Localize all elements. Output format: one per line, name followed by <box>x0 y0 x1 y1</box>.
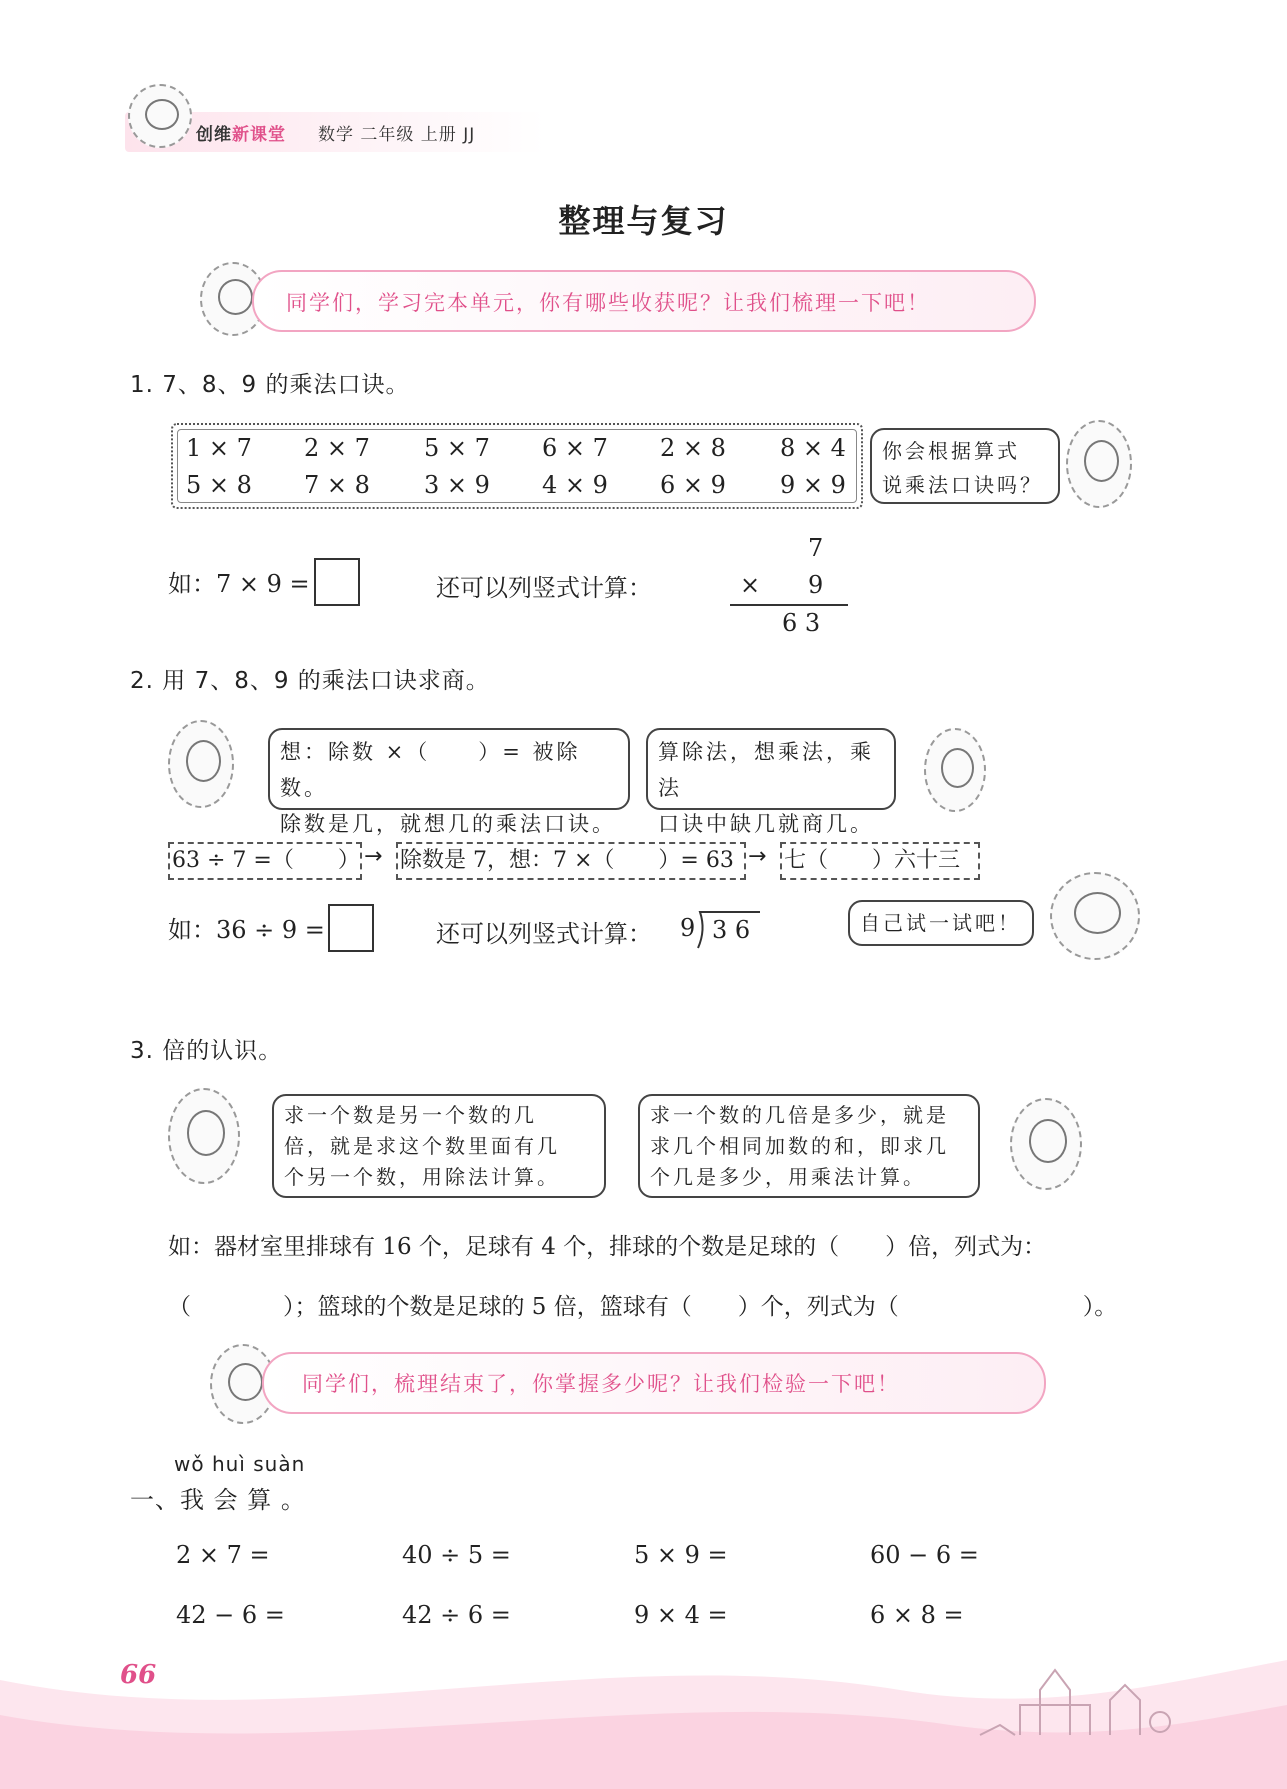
practice-problem: 42 − 6 = <box>176 1601 285 1629</box>
times-example-line2: （ ）；篮球的个数是足球的 5 倍，篮球有（ ）个，列式为（ ）。 <box>168 1294 1118 1320</box>
bubble-line: 求一个数的几倍是多少，就是 <box>650 1103 949 1127</box>
bubble-line: 求几个相同加数的和，即求几 <box>650 1134 949 1158</box>
practice-problem: 60 − 6 = <box>870 1541 979 1569</box>
division-calc-label: 还可以列竖式计算： <box>436 920 652 948</box>
vertical-calc-label: 还可以列竖式计算： <box>436 574 652 602</box>
chain-step-3: 七（ ）六十三 <box>780 842 980 880</box>
multiplication-expression: 7 × 8 <box>304 471 370 499</box>
practice-problem: 6 × 8 = <box>870 1601 964 1629</box>
top-banner-text: 同学们，学习完本单元，你有哪些收获呢？让我们梳理一下吧！ <box>286 291 930 315</box>
rabbit-illustration <box>168 720 234 808</box>
answer-box-7x9[interactable] <box>314 558 360 606</box>
speech-bubble-division-tip <box>646 728 896 836</box>
bubble-line: 算除法，想乘法，乘法 <box>658 740 874 800</box>
speech-bubble-try-it <box>848 900 1034 946</box>
section3-heading: 3. 倍的认识。 <box>130 1038 283 1064</box>
multiplication-box <box>171 423 863 509</box>
multiplication-expression: 8 × 4 <box>780 434 846 462</box>
multiplication-expression: 6 × 7 <box>542 434 608 462</box>
multiplication-expression: 2 × 8 <box>660 434 726 462</box>
arrow-right-icon: → <box>748 844 767 869</box>
book-subtitle: 数学 二年级 上册 JJ <box>318 125 476 145</box>
multiplication-expression: 1 × 7 <box>186 434 252 462</box>
multiplication-expression: 5 × 8 <box>186 471 252 499</box>
speech-bubble-times-division <box>272 1094 606 1198</box>
practice-problem: 5 × 9 = <box>634 1541 728 1569</box>
chain-step-2: 除数是 7，想：7 ×（ ）= 63 <box>396 842 746 880</box>
bubble-line: 个另一个数，用除法计算。 <box>284 1165 560 1189</box>
division-dividend: 3 6 <box>712 916 751 944</box>
brand-name: 创维新课堂 <box>196 125 286 145</box>
section2-heading: 2. 用 7、8、9 的乘法口诀求商。 <box>130 668 490 694</box>
frog-illustration <box>924 728 986 812</box>
speech-bubble-oral-formula <box>870 428 1060 504</box>
bubble-line: 除数是几，就想几的乘法口诀。 <box>280 812 616 836</box>
division-divisor: 9 <box>680 914 696 942</box>
bubble-line: 个几是多少，用乘法计算。 <box>650 1165 926 1189</box>
practice-pinyin: wǒ huì suàn <box>174 1452 306 1476</box>
speech-bubble-think-divisor <box>268 728 630 836</box>
practice-problem: 9 × 4 = <box>634 1601 728 1629</box>
bubble-line: 自己试一试吧！ <box>860 911 1021 935</box>
vertical-line <box>730 604 848 606</box>
boy-illustration <box>1010 1098 1082 1190</box>
answer-box-36div9[interactable] <box>328 904 374 952</box>
page-number: 66 <box>120 1660 157 1690</box>
bubble-line: 倍，就是求这个数里面有几 <box>284 1134 560 1158</box>
bottom-banner-text: 同学们，梳理结束了，你掌握多少呢？让我们检验一下吧！ <box>302 1372 900 1396</box>
girl-illustration <box>1066 420 1132 508</box>
example-7x9: 如：7 × 9 = <box>168 570 310 598</box>
vertical-mid: 9 <box>808 571 824 599</box>
multiplication-expression: 3 × 9 <box>424 471 490 499</box>
bubble-line: 说乘法口诀吗？ <box>882 473 1043 497</box>
castle-decoration-icon <box>960 1650 1180 1740</box>
cat-illustration <box>1050 872 1140 960</box>
vertical-top: 7 <box>808 534 824 562</box>
practice-problem: 2 × 7 = <box>176 1541 270 1569</box>
speech-bubble-times-multiplication <box>638 1094 980 1198</box>
multiplication-expression: 2 × 7 <box>304 434 370 462</box>
multiplication-expression: 9 × 9 <box>780 471 846 499</box>
header-kids-illustration <box>128 84 192 148</box>
section1-heading: 1. 7、8、9 的乘法口诀。 <box>130 372 410 398</box>
multiplication-expression: 6 × 9 <box>660 471 726 499</box>
girl-pigtails-illustration <box>168 1088 240 1184</box>
times-example-line1: 如：器材室里排球有 16 个，足球有 4 个，排球的个数是足球的（ ）倍，列式为： <box>168 1234 1047 1260</box>
vertical-result: 6 3 <box>782 609 821 637</box>
multiplication-expression: 5 × 7 <box>424 434 490 462</box>
bubble-line: 口诀中缺几就商几。 <box>658 812 874 836</box>
bubble-line: 你会根据算式 <box>882 439 1020 463</box>
vertical-operator: × <box>740 571 761 599</box>
example-36div9: 如：36 ÷ 9 = <box>168 916 325 944</box>
chain-step-1: 63 ÷ 7 =（ ） <box>168 842 362 880</box>
practice-problem: 40 ÷ 5 = <box>402 1541 511 1569</box>
practice-heading: 一、我 会 算 。 <box>130 1486 306 1514</box>
bubble-line: 求一个数是另一个数的几 <box>284 1103 537 1127</box>
bubble-line: 想：除数 ×（ ）= 被除数。 <box>280 740 581 800</box>
practice-problem: 42 ÷ 6 = <box>402 1601 511 1629</box>
page-title: 整理与复习 <box>558 202 729 240</box>
arrow-right-icon: → <box>364 844 383 869</box>
multiplication-expression: 4 × 9 <box>542 471 608 499</box>
